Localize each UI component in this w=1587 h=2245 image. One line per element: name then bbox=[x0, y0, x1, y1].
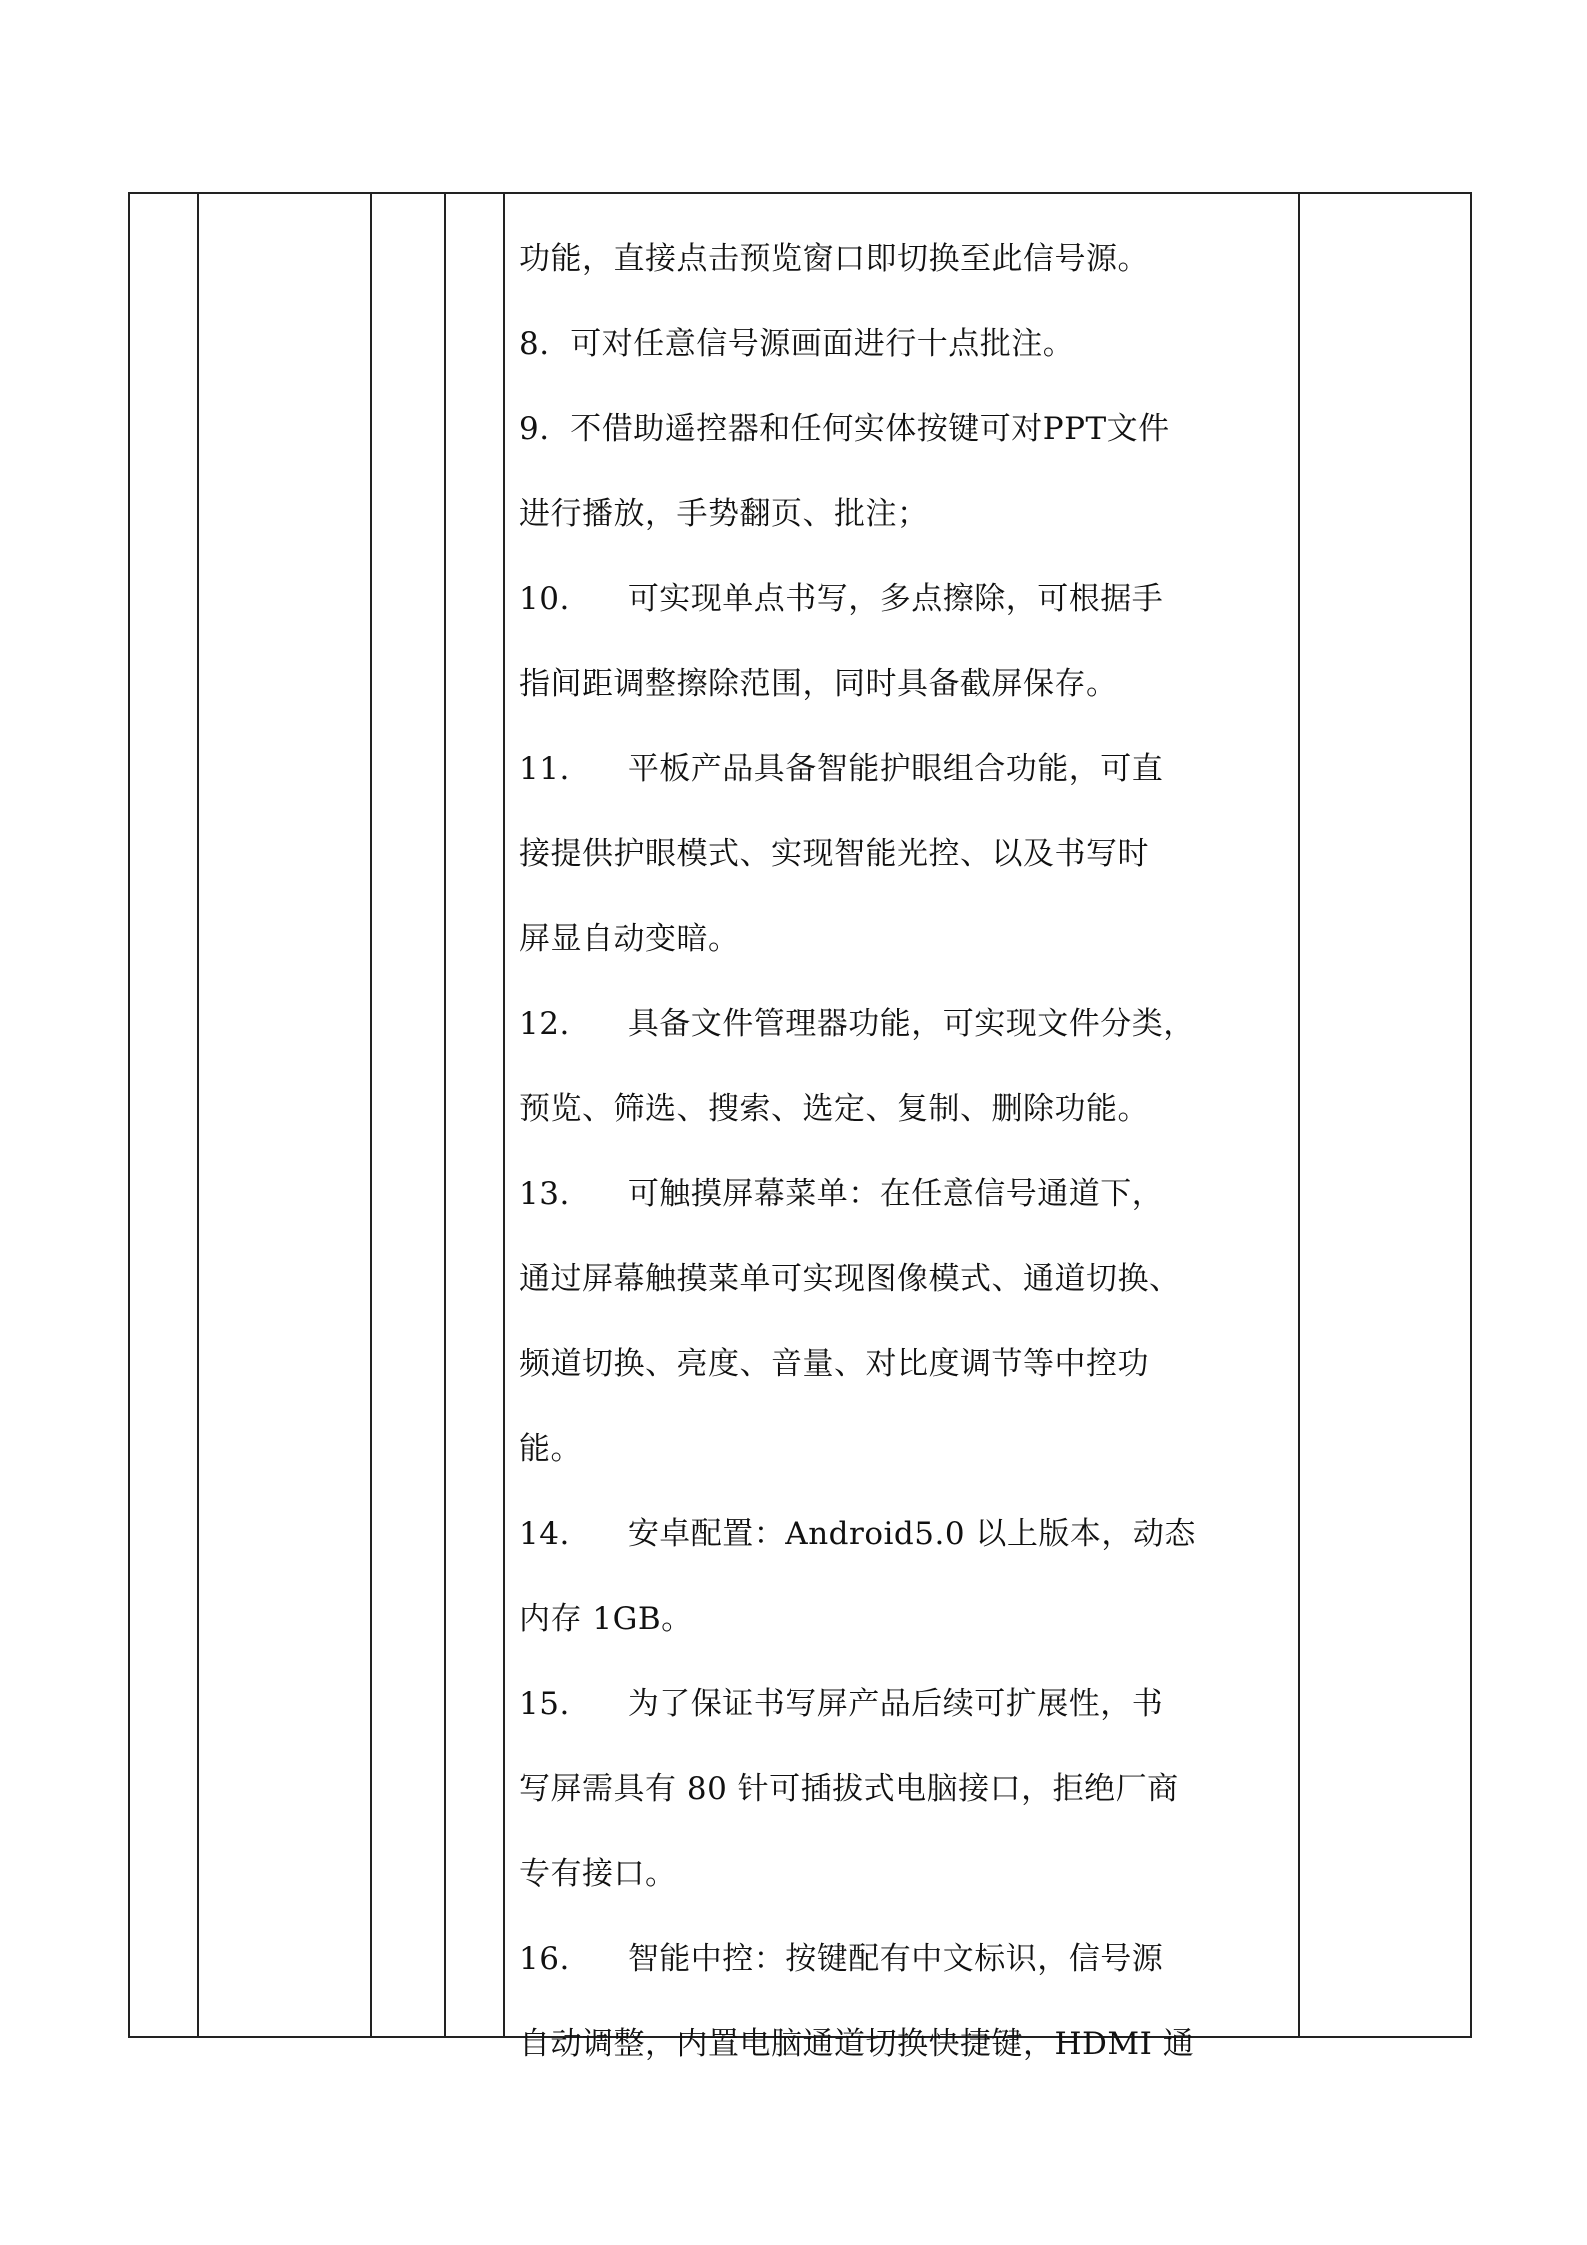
table-column-divider bbox=[197, 192, 199, 2038]
spec-line: 进行播放，手势翻页、批注； bbox=[519, 496, 929, 532]
spec-line: 14. 安卓配置：Android5.0 以上版本，动态 bbox=[519, 1516, 1196, 1552]
spec-line: 专有接口。 bbox=[519, 1856, 677, 1892]
spec-line: 10. 可实现单点书写，多点擦除，可根据手 bbox=[519, 581, 1164, 617]
spec-line: 16. 智能中控：按键配有中文标识，信号源 bbox=[519, 1941, 1164, 1977]
spec-line: 12. 具备文件管理器功能，可实现文件分类， bbox=[519, 1006, 1195, 1042]
spec-line: 11. 平板产品具备智能护眼组合功能，可直 bbox=[519, 751, 1164, 787]
spec-line: 指间距调整擦除范围，同时具备截屏保存。 bbox=[519, 666, 1118, 702]
spec-line: 功能，直接点击预览窗口即切换至此信号源。 bbox=[519, 241, 1149, 277]
spec-line: 15. 为了保证书写屏产品后续可扩展性，书 bbox=[519, 1686, 1164, 1722]
spec-line: 自动调整，内置电脑通道切换快捷键，HDMI 通 bbox=[519, 2026, 1195, 2062]
spec-line: 接提供护眼模式、实现智能光控、以及书写时 bbox=[519, 836, 1149, 872]
spec-line: 8. 可对任意信号源画面进行十点批注。 bbox=[519, 326, 1075, 362]
spec-line: 写屏需具有 80 针可插拔式电脑接口，拒绝厂商 bbox=[519, 1771, 1179, 1807]
spec-line: 通过屏幕触摸菜单可实现图像模式、通道切换、 bbox=[519, 1261, 1181, 1297]
spec-line: 屏显自动变暗。 bbox=[519, 921, 740, 957]
spec-line: 13. 可触摸屏幕菜单：在任意信号通道下， bbox=[519, 1176, 1164, 1212]
spec-line: 频道切换、亮度、音量、对比度调节等中控功 bbox=[519, 1346, 1149, 1382]
table-column-divider bbox=[1298, 192, 1300, 2038]
spec-line: 9. 不借助遥控器和任何实体按键可对PPT文件 bbox=[519, 411, 1170, 447]
table-column-divider bbox=[370, 192, 372, 2038]
spec-line: 预览、筛选、搜索、选定、复制、删除功能。 bbox=[519, 1091, 1149, 1127]
table-column-divider bbox=[444, 192, 446, 2038]
spec-description-cell bbox=[505, 192, 1298, 2062]
spec-line: 能。 bbox=[519, 1431, 582, 1467]
spec-line: 内存 1GB。 bbox=[519, 1601, 693, 1637]
